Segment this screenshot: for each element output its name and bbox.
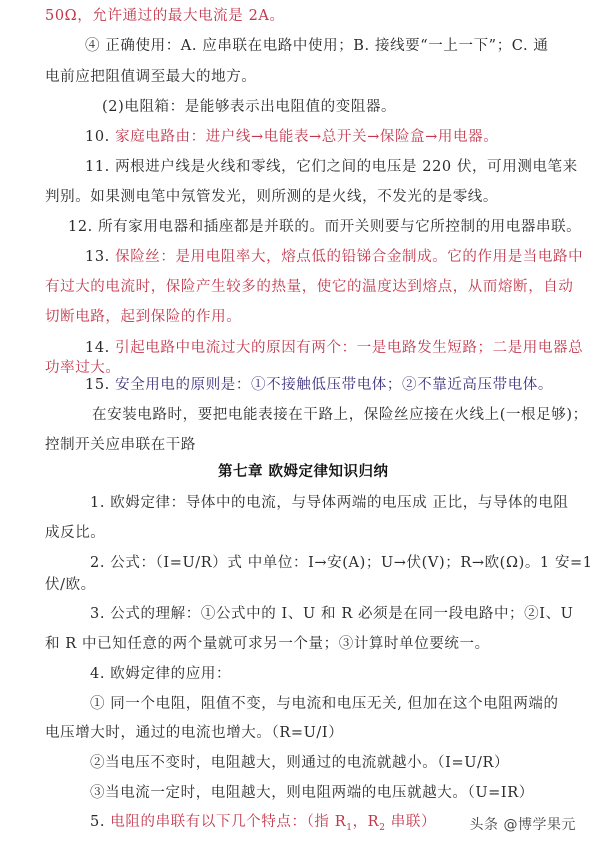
item-text: 电阻的串联有以下几个特点：（指 $R_1$，$R_2$ 串联）: [110, 814, 437, 833]
text-line: 电前应把阻值调至最大的地方。: [45, 69, 257, 85]
text-line: 成反比。: [45, 525, 106, 541]
item-number: 5.: [90, 814, 106, 830]
text-line: 和 R 中已知任意的两个量就可求另一个量；③计算时单位要统一。: [45, 636, 490, 652]
text-line-item-15: [85, 375, 553, 395]
text-line: (2)电阻箱：是能够表示出电阻值的变阻器。: [102, 99, 397, 115]
item-text: 引起电路中电流过大的原因有两个：一是电路发生短路；二是用电器总: [115, 340, 584, 356]
text-line: 在安装电路时，要把电能表接在干路上，保险丝应接在火线上(一根足够)；: [92, 407, 588, 423]
text-line: ③当电流一定时，电阻越大，则电阻两端的电压就越大。（U=IR）: [90, 785, 534, 801]
watermark: 头条 @博学果元: [469, 817, 576, 833]
text-line: 有过大的电流时，保险产生较多的热量，使它的温度达到熔点，从而熔断，自动: [45, 279, 574, 295]
item-number: 10.: [85, 129, 110, 145]
text-line: 功率过大。: [45, 360, 121, 376]
text-line: ④ 正确使用：A. 应串联在电路中使用；B. 接线要“一上一下”；C. 通: [85, 38, 549, 54]
text-line: 11. 两根进户线是火线和零线，它们之间的电压是 220 伏，可用测电笔来: [85, 159, 578, 175]
text-line: 1. 欧姆定律：导体中的电流，与导体两端的电压成 正比，与导体的电阻: [90, 495, 569, 511]
text-line-item-10: [85, 127, 498, 147]
item-number: 15.: [85, 377, 110, 393]
item-text: 安全用电的原则是：①不接触低压带电体；②不靠近高压带电体。: [115, 377, 553, 393]
text-line: 电压增大时，通过的电流也增大。（R=U/I）: [45, 725, 344, 741]
chapter-title: 第七章 欧姆定律知识归纳: [218, 464, 389, 480]
text-line: 3. 公式的理解：①公式中的 I、U 和 R 必须是在同一段电路中；②I、U: [90, 606, 574, 622]
item-number: 13.: [85, 249, 110, 265]
text-line: 伏/欧。: [45, 577, 96, 593]
text-line: ②当电压不变时，电阻越大，则通过的电流就越小。（I=U/R）: [90, 755, 510, 771]
text-line: 12. 所有家用电器和插座都是并联的。而开关则要与它所控制的用电器串联。: [68, 219, 582, 235]
text-line-item-5: [90, 812, 436, 838]
item-number: 14.: [85, 340, 110, 356]
text-line: 50Ω，允许通过的最大电流是 2A。: [45, 8, 285, 24]
text-line: 控制开关应串联在干路: [45, 437, 196, 453]
text-line-item-13: [85, 247, 583, 267]
text-line: 4. 欧姆定律的应用：: [90, 666, 232, 682]
text-line: 判别。如果测电笔中氖管发光，则所测的是火线，不发光的是零线。: [45, 189, 498, 205]
item-text: 家庭电路由：进户线→电能表→总开关→保险盒→用电器。: [115, 129, 499, 145]
item-text: 保险丝：是用电阻率大，熔点低的铅锑合金制成。它的作用是当电路中: [115, 249, 584, 265]
text-line: ① 同一个电阻，阻值不变，与电流和电压无关, 但加在这个电阻两端的: [90, 696, 559, 712]
text-line: 2. 公式：（I=U/R）式 中单位：I→安(A)；U→伏(V)；R→欧(Ω)。1 安=1: [90, 555, 593, 571]
text-line-item-14: [85, 338, 583, 358]
text-line: 切断电路，起到保险的作用。: [45, 309, 242, 325]
